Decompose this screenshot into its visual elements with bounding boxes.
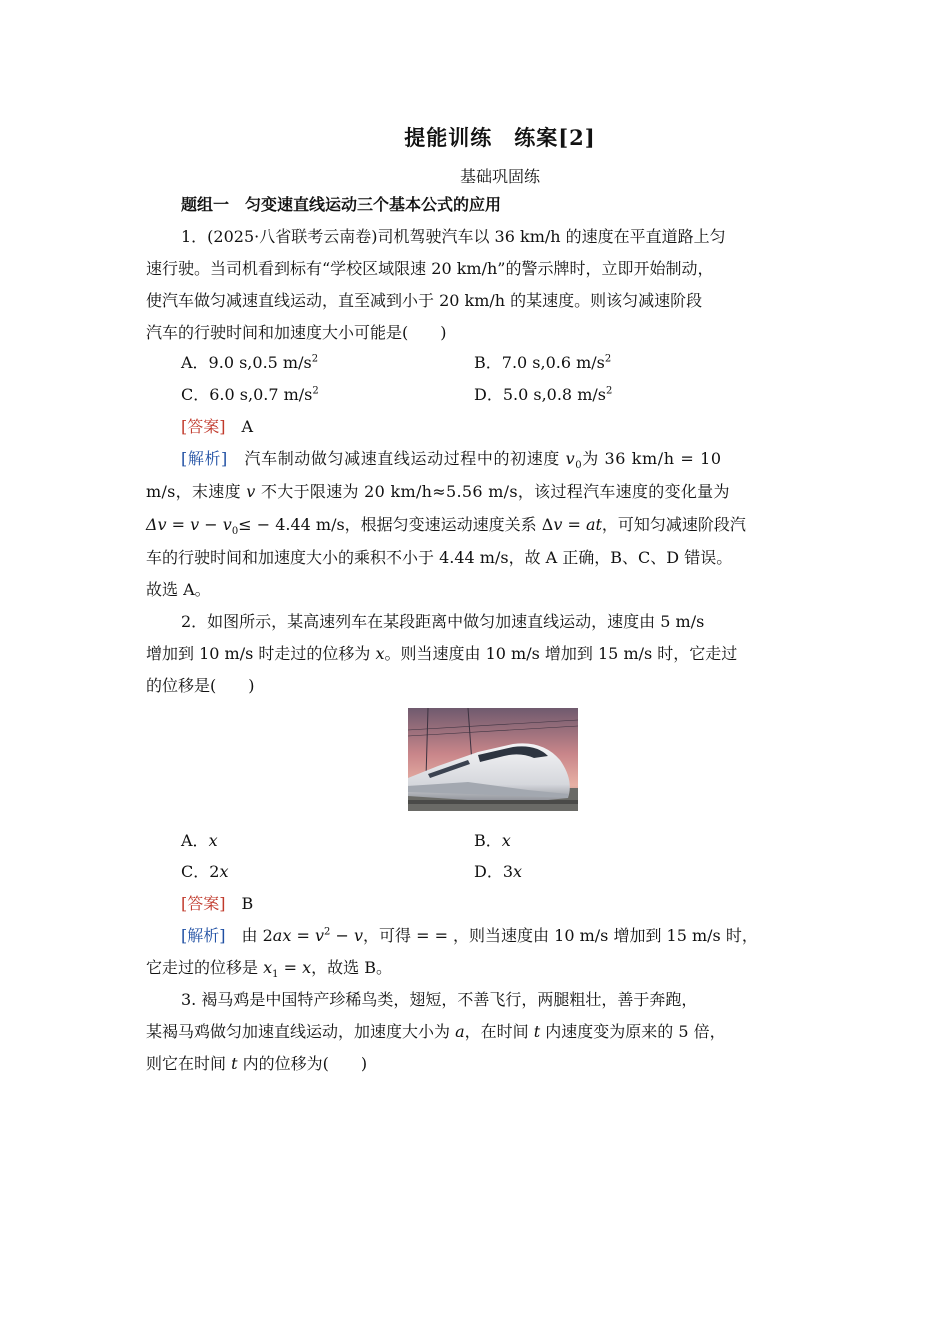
high-speed-train-photo [408,708,578,811]
q3-line-3: 则它在时间 t 内的位移为( ) [146,1054,368,1073]
analysis-tag: [解析] [181,449,228,468]
q2-line-3: 的位移是( ) [146,676,255,695]
q3-line-1: 3. 褐马鸡是中国特产珍稀鸟类，翅短，不善飞行，两腿粗壮，善于奔跑， [181,990,698,1009]
q2-line-2: 增加到 10 m/s 时走过的位移为 x。则当速度由 10 m/s 增加到 15 m/s 时，它走过 [146,644,738,663]
q1-line-2: 速行驶。当司机看到标有“学校区域限速 20 km/h”的警示牌时，立即开始制动， [146,259,714,278]
q1-answer: [答案] A [181,417,254,436]
q2-option-b: B．x [474,831,511,850]
q2-option-a: A．x [181,831,218,850]
q1-analysis-line-3: $\Delta v = v - v_0\le - 4.44$ m/s，根据匀变速运动速度关系 Δv = at，可知匀减速阶段汽 [146,515,746,538]
q1-analysis-line-1: [解析] 汽车制动做匀减速直线运动过程中的初速度 $v_0$为 36 km/h = 10 [181,449,722,472]
page-title: 提能训练 练案[2] [404,125,596,150]
group-heading: 题组一 匀变速直线运动三个基本公式的应用 [181,195,502,214]
analysis-tag: [解析] [181,926,226,945]
q2-answer: [答案] B [181,894,254,913]
q1-analysis-line-5: 故选 A。 [146,580,211,599]
q2-analysis-line-2: 它走过的位移是 $x_1 = x$，故选 B。 [146,958,392,981]
q1-option-a: A．9.0 s,0.5 $m/s^2$ [181,353,319,372]
q1-line-1: 1．(2025·八省联考云南卷)司机驾驶汽车以 36 km/h 的速度在平直道路上匀 [181,227,726,246]
q2-line-1: 2．如图所示，某高速列车在某段距离中做匀加速直线运动，速度由 5 m/s [181,612,705,631]
q1-line-4: 汽车的行驶时间和加速度大小可能是( ) [146,323,447,342]
q1-option-d: D．5.0 s,0.8 $m/s^2$ [474,385,613,404]
q3-line-2: 某褐马鸡做匀加速直线运动，加速度大小为 a，在时间 t 内速度变为原来的 5 倍， [146,1022,726,1041]
q1-option-b: B．7.0 s,0.6 $m/s^2$ [474,353,612,372]
q1-line-3: 使汽车做匀减速直线运动，直至减到小于 20 km/h 的某速度。则该匀减速阶段 [146,291,703,310]
q2-option-c: C．2x [181,862,229,881]
q1-analysis-line-4: 车的行驶时间和加速度大小的乘积不小于 4.44 m/s，故 A 正确，B、C、D 错误。 [146,548,733,567]
q1-option-c: C．6.0 s,0.7 $m/s^2$ [181,385,319,404]
q2-option-d: D．3x [474,862,523,881]
section-subtitle: 基础巩固练 [459,167,540,186]
q2-analysis-line-1: [解析] 由 $2ax = v^2 - v$，可得 = = ，则当速度由 10 m/s 增加到 15 m/s 时， [181,926,758,945]
answer-tag: [答案] [181,894,226,913]
answer-tag: [答案] [181,417,226,436]
q1-analysis-line-2: m/s，末速度 v 不大于限速为 20 km/h≈5.56 m/s，该过程汽车速度的变化量为 [146,482,730,501]
